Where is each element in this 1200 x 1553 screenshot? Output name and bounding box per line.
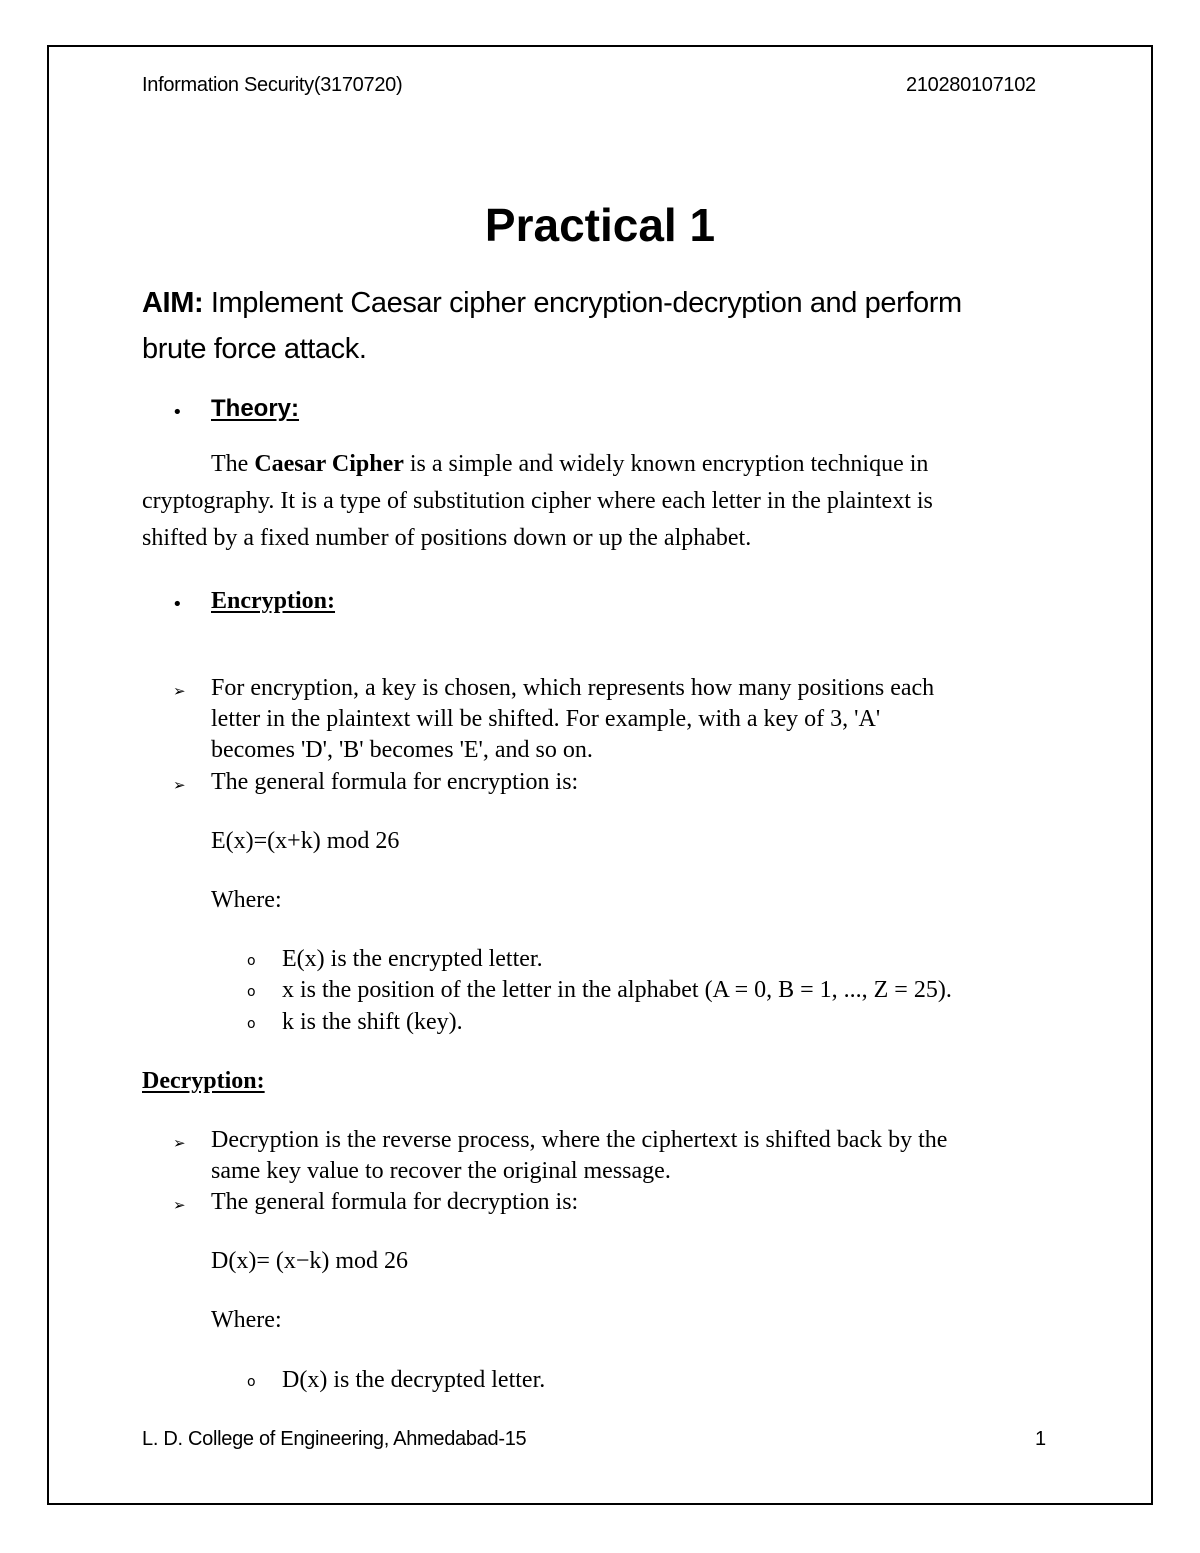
decryption-formula: D(x)= (x−k) mod 26 [211,1248,409,1274]
aim-line-1 [142,287,962,320]
encryption-formula: E(x)=(x+k) mod 26 [211,828,400,854]
decryption-b1-line-2: same key value to recover the original message. [211,1158,671,1184]
header-course: Information Security(3170720) [142,74,403,96]
encryption-b1-line-2: letter in the plaintext will be shifted. For example, with a key of 3, 'A' [211,706,881,732]
decryption-arrow-1: ➢ [173,1134,186,1152]
decryption-where: Where: [211,1307,282,1333]
theory-line-3: shifted by a fixed number of positions down or up the alphabet. [142,525,752,551]
theory-rest: is a simple and widely known encryption technique in [403,451,929,477]
encryption-b1-line-1: For encryption, a key is chosen, which represents how many positions each [211,675,935,701]
encryption-heading: Encryption: [211,588,336,614]
encryption-sub-marker-2: o [247,984,256,1000]
aim-line-2: brute force attack. [142,333,367,365]
footer-college: L. D. College of Engineering, Ahmedabad-15 [142,1428,527,1450]
decryption-b2: The general formula for decryption is: [211,1189,579,1215]
theory-heading: Theory: [211,395,300,422]
header-enrollment: 210280107102 [906,74,1036,96]
page-title: Practical 1 [484,199,716,251]
decryption-sub-marker-1: o [247,1374,256,1390]
encryption-bullet-dot: • [172,594,183,615]
footer-page-number: 1 [1035,1428,1046,1450]
theory-prefix: The [211,451,255,477]
decryption-b1-line-1: Decryption is the reverse process, where the ciphertext is shifted back by the [211,1127,948,1153]
encryption-where: Where: [211,887,282,913]
theory-caesar-bold: Caesar Cipher [254,451,404,477]
encryption-arrow-1: ➢ [173,682,186,700]
encryption-b1-line-3: becomes 'D', 'B' becomes 'E', and so on. [211,737,593,763]
encryption-sub-marker-1: o [247,953,256,969]
encryption-sub-2: x is the position of the letter in the alphabet (A = 0, B = 1, ..., Z = 25). [282,977,952,1003]
theory-line-2: cryptography. It is a type of substitution cipher where each letter in the plaintext is [142,488,933,514]
encryption-arrow-2: ➢ [173,776,186,794]
aim-text-1: Implement Caesar cipher encryption-decryption and perform [210,287,962,319]
theory-line-1 [211,451,928,478]
decryption-sub-1: D(x) is the decrypted letter. [282,1367,546,1393]
decryption-heading: Decryption: [142,1068,265,1094]
encryption-sub-3: k is the shift (key). [282,1009,463,1035]
aim-label: AIM: [142,287,204,319]
encryption-sub-marker-3: o [247,1016,256,1032]
encryption-b2: The general formula for encryption is: [211,769,579,795]
decryption-arrow-2: ➢ [173,1196,186,1214]
encryption-sub-1: E(x) is the encrypted letter. [282,946,543,972]
theory-bullet-dot: • [172,402,183,423]
